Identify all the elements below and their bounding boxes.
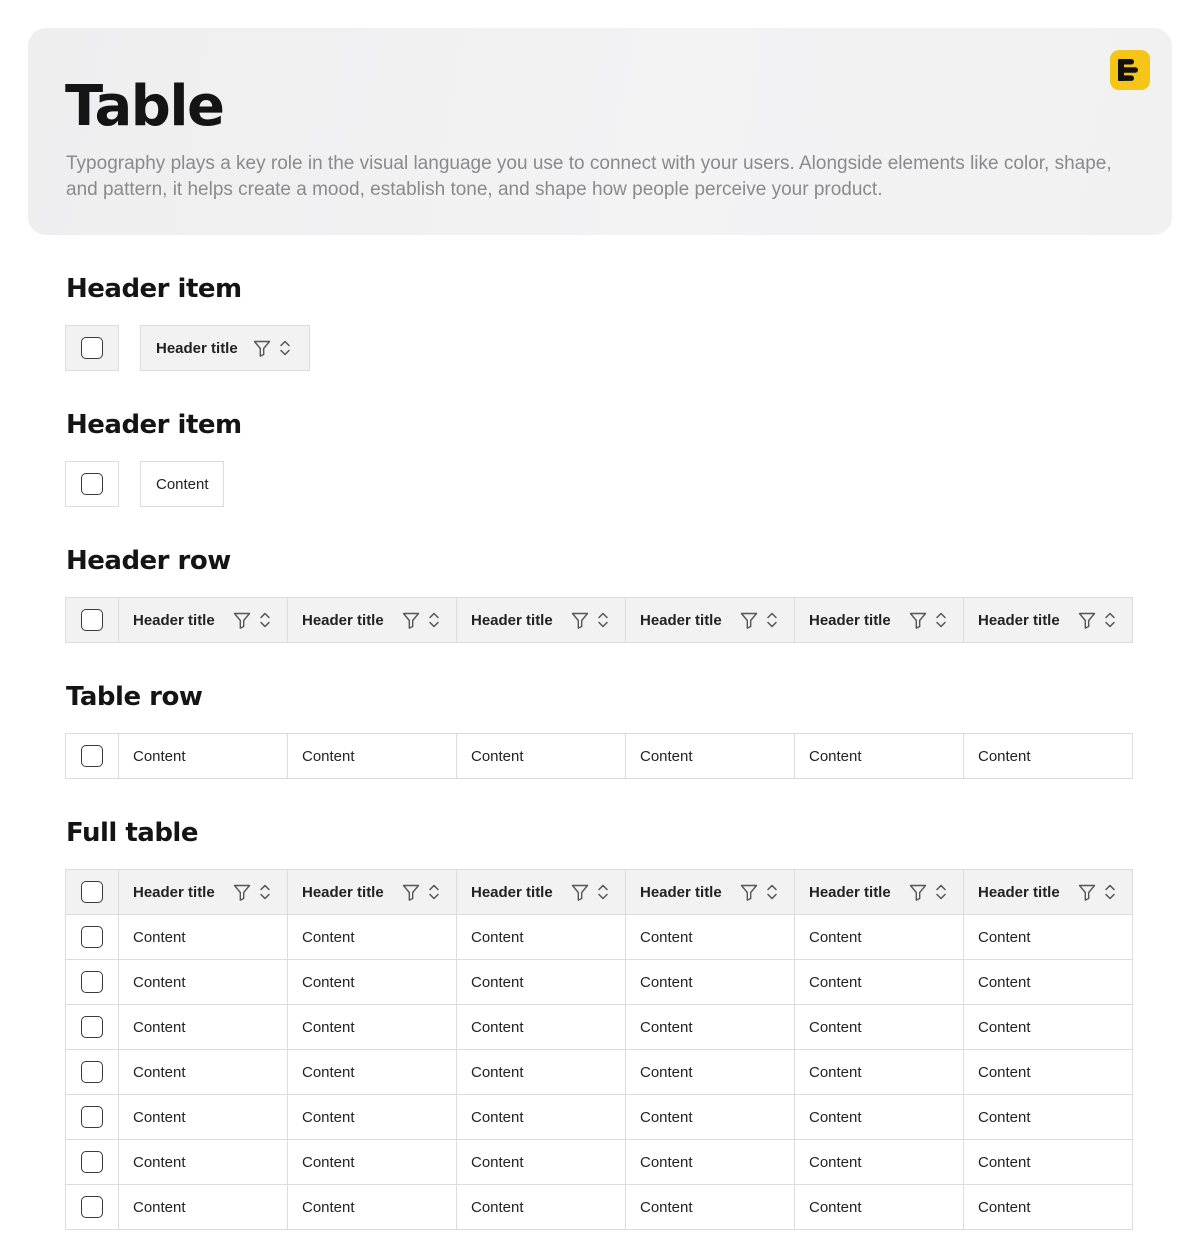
content-cell: [794, 733, 964, 779]
content-text: Content: [640, 1018, 693, 1036]
content-cell: [287, 914, 457, 960]
content-text: Content: [302, 1198, 355, 1216]
content-text: Content: [133, 928, 186, 946]
sort-icon[interactable]: [935, 883, 947, 901]
content-cell: [625, 1049, 795, 1095]
section-title-header-row: Header row: [66, 546, 231, 576]
checkbox[interactable]: [81, 337, 103, 359]
filter-icon[interactable]: [740, 612, 758, 629]
content-cell: [456, 1049, 626, 1095]
content-cell: [118, 1004, 288, 1050]
content-text: Content: [471, 747, 524, 765]
checkbox[interactable]: [81, 926, 103, 948]
header-cell[interactable]: [456, 869, 626, 915]
table-row: [65, 1184, 1133, 1230]
content-cell: [794, 1139, 964, 1185]
content-cell: [963, 914, 1133, 960]
content-cell: [963, 733, 1133, 779]
content-text: Content: [978, 1153, 1031, 1171]
content-cell: [456, 914, 626, 960]
content-text: Content: [302, 747, 355, 765]
content-cell: [794, 1049, 964, 1095]
row-checkbox-cell: [65, 1004, 119, 1050]
table-row: [65, 959, 1133, 1005]
content-cell: [794, 1094, 964, 1140]
content-cell: [118, 1049, 288, 1095]
content-cell: [963, 1049, 1133, 1095]
checkbox[interactable]: [81, 1196, 103, 1218]
filter-icon[interactable]: [571, 612, 589, 629]
content-text: Content: [809, 1108, 862, 1126]
content-text: Content: [809, 1018, 862, 1036]
table-row: [65, 733, 1133, 779]
content-text: Content: [809, 973, 862, 991]
header-title: Header title: [809, 883, 891, 901]
section-title-table-row: Table row: [66, 682, 203, 712]
header-cell[interactable]: [794, 869, 964, 915]
header-title: Header title: [978, 611, 1060, 629]
content-text: Content: [640, 1198, 693, 1216]
content-text: Content: [302, 973, 355, 991]
content-cell: [456, 1139, 626, 1185]
content-cell: [794, 1184, 964, 1230]
brand-logo: [1110, 50, 1150, 90]
header-cell[interactable]: [287, 597, 457, 643]
sort-icon[interactable]: [428, 611, 440, 629]
content-text: Content: [156, 475, 209, 493]
content-cell: [456, 1184, 626, 1230]
filter-icon[interactable]: [909, 612, 927, 629]
header-cell[interactable]: [456, 597, 626, 643]
table-row: [65, 1049, 1133, 1095]
filter-icon[interactable]: [253, 340, 271, 357]
table-header-row: [65, 869, 1133, 915]
content-text: Content: [471, 928, 524, 946]
header-cell[interactable]: [625, 597, 795, 643]
content-cell: [287, 959, 457, 1005]
checkbox[interactable]: [81, 1061, 103, 1083]
content-text: Content: [471, 1108, 524, 1126]
content-cell: [287, 733, 457, 779]
content-text: Content: [133, 973, 186, 991]
sort-icon[interactable]: [259, 883, 271, 901]
table-row: [65, 1139, 1133, 1185]
page-description: Typography plays a key role in the visual language you use to connect with your users. Alongside elements like color, shape, and pattern, it helps create a mood, establish tone, and shape how people perceive your product.: [66, 153, 1112, 200]
content-text: Content: [978, 747, 1031, 765]
sort-icon[interactable]: [279, 339, 291, 357]
checkbox[interactable]: [81, 745, 103, 767]
header-cell[interactable]: [287, 869, 457, 915]
sort-icon[interactable]: [597, 883, 609, 901]
content-cell: [140, 461, 224, 507]
content-cell: [456, 1004, 626, 1050]
filter-icon[interactable]: [402, 884, 420, 901]
content-cell: [118, 914, 288, 960]
header-checkbox-cell: [65, 325, 119, 371]
content-cell: [625, 733, 795, 779]
checkbox[interactable]: [81, 1016, 103, 1038]
content-text: Content: [302, 928, 355, 946]
checkbox[interactable]: [81, 1151, 103, 1173]
header-title: Header title: [302, 611, 384, 629]
content-cell: [794, 1004, 964, 1050]
content-text: Content: [302, 1108, 355, 1126]
content-text: Content: [471, 1198, 524, 1216]
content-cell: [118, 959, 288, 1005]
content-text: Content: [978, 1018, 1031, 1036]
header-cell[interactable]: [794, 597, 964, 643]
filter-icon[interactable]: [402, 612, 420, 629]
sort-icon[interactable]: [428, 883, 440, 901]
content-cell: [118, 1094, 288, 1140]
content-cell: [794, 959, 964, 1005]
content-cell: [118, 1184, 288, 1230]
content-text: Content: [640, 973, 693, 991]
content-cell: [287, 1184, 457, 1230]
content-cell: [625, 1184, 795, 1230]
content-text: Content: [471, 973, 524, 991]
row-checkbox-cell: [65, 959, 119, 1005]
header-cell[interactable]: [118, 597, 288, 643]
content-text: Content: [471, 1063, 524, 1081]
content-text: Content: [809, 1063, 862, 1081]
header-title: Header title: [471, 611, 553, 629]
filter-icon[interactable]: [233, 884, 251, 901]
row-checkbox-cell: [65, 914, 119, 960]
header-title: Header title: [809, 611, 891, 629]
content-text: Content: [133, 1063, 186, 1081]
sort-icon[interactable]: [597, 611, 609, 629]
content-checkbox-cell: [65, 461, 119, 507]
filter-icon[interactable]: [1078, 612, 1096, 629]
filter-icon[interactable]: [909, 884, 927, 901]
content-cell: [625, 1004, 795, 1050]
header-row: [65, 597, 1133, 643]
header-title: Header title: [640, 611, 722, 629]
content-cell: [287, 1094, 457, 1140]
content-text: Content: [133, 1153, 186, 1171]
sort-icon[interactable]: [1104, 883, 1116, 901]
table-row: [65, 1094, 1133, 1140]
header-cell[interactable]: [118, 869, 288, 915]
content-text: Content: [809, 928, 862, 946]
checkbox[interactable]: [81, 473, 103, 495]
content-cell: [118, 733, 288, 779]
content-text: Content: [302, 1063, 355, 1081]
sort-icon[interactable]: [935, 611, 947, 629]
content-text: Content: [302, 1153, 355, 1171]
content-text: Content: [640, 1153, 693, 1171]
content-cell: [963, 1139, 1133, 1185]
checkbox[interactable]: [81, 609, 103, 631]
header-cell[interactable]: [625, 869, 795, 915]
content-text: Content: [640, 928, 693, 946]
table-row: [65, 1004, 1133, 1050]
header-cell[interactable]: [140, 325, 310, 371]
header-cell[interactable]: [963, 869, 1133, 915]
content-cell: [456, 733, 626, 779]
section-title-header-item: Header item: [66, 274, 242, 304]
content-text: Content: [978, 973, 1031, 991]
content-cell: [625, 914, 795, 960]
filter-icon[interactable]: [1078, 884, 1096, 901]
header-checkbox-cell: [65, 869, 119, 915]
content-cell: [625, 1139, 795, 1185]
table-row: [65, 914, 1133, 960]
content-text: Content: [978, 1108, 1031, 1126]
content-cell: [625, 959, 795, 1005]
row-checkbox-cell: [65, 1184, 119, 1230]
header-title: Header title: [471, 883, 553, 901]
content-cell: [963, 1094, 1133, 1140]
checkbox[interactable]: [81, 881, 103, 903]
sort-icon[interactable]: [1104, 611, 1116, 629]
header-checkbox-cell: [65, 597, 119, 643]
content-text: Content: [809, 747, 862, 765]
sort-icon[interactable]: [259, 611, 271, 629]
content-cell: [118, 1139, 288, 1185]
content-text: Content: [133, 1198, 186, 1216]
content-text: Content: [471, 1018, 524, 1036]
row-checkbox-cell: [65, 1049, 119, 1095]
content-text: Content: [640, 747, 693, 765]
header-title: Header title: [978, 883, 1060, 901]
header-cell[interactable]: [963, 597, 1133, 643]
sort-icon[interactable]: [766, 611, 778, 629]
content-text: Content: [302, 1018, 355, 1036]
header-title: Header title: [133, 611, 215, 629]
content-text: Content: [471, 1153, 524, 1171]
checkbox[interactable]: [81, 1106, 103, 1128]
brand-logo-icon: [1118, 59, 1142, 81]
content-cell: [287, 1004, 457, 1050]
content-text: Content: [809, 1153, 862, 1171]
checkbox[interactable]: [81, 971, 103, 993]
section-title-full-table: Full table: [66, 818, 198, 848]
header-title: Header title: [302, 883, 384, 901]
sort-icon[interactable]: [766, 883, 778, 901]
header-title: Header title: [133, 883, 215, 901]
content-cell: [963, 959, 1133, 1005]
content-text: Content: [133, 1018, 186, 1036]
content-cell: [287, 1139, 457, 1185]
content-cell: [963, 1004, 1133, 1050]
hero-banner: [28, 28, 1172, 235]
content-text: Content: [978, 1063, 1031, 1081]
header-title: Header title: [156, 339, 238, 357]
section-title-content-item: Header item: [66, 410, 242, 440]
content-text: Content: [133, 747, 186, 765]
content-text: Content: [640, 1063, 693, 1081]
page-title: Table: [65, 74, 224, 139]
content-text: Content: [978, 928, 1031, 946]
content-text: Content: [978, 1198, 1031, 1216]
content-cell: [287, 1049, 457, 1095]
row-checkbox-cell: [65, 1139, 119, 1185]
row-checkbox-cell: [65, 733, 119, 779]
content-text: Content: [640, 1108, 693, 1126]
header-title: Header title: [640, 883, 722, 901]
filter-icon[interactable]: [233, 612, 251, 629]
content-cell: [456, 1094, 626, 1140]
content-text: Content: [133, 1108, 186, 1126]
content-cell: [456, 959, 626, 1005]
content-text: Content: [809, 1198, 862, 1216]
content-cell: [625, 1094, 795, 1140]
filter-icon[interactable]: [571, 884, 589, 901]
filter-icon[interactable]: [740, 884, 758, 901]
content-cell: [963, 1184, 1133, 1230]
content-cell: [794, 914, 964, 960]
row-checkbox-cell: [65, 1094, 119, 1140]
